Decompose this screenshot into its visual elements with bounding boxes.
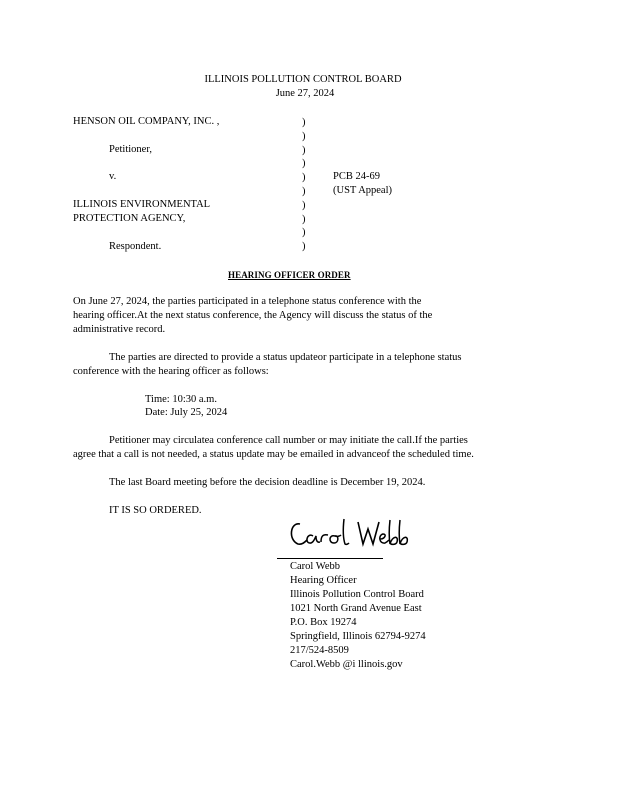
- hearing-date: Date: July 25, 2024: [145, 407, 228, 418]
- signer-city: Springfield, Illinois 62794-9274: [290, 631, 426, 642]
- petitioner-name: HENSON OIL COMPANY, INC. ,: [73, 116, 220, 127]
- versus: v.: [109, 171, 117, 182]
- so-ordered: IT IS SO ORDERED.: [109, 505, 202, 516]
- case-number: PCB 24-69: [333, 171, 380, 182]
- decision-deadline-paragraph: The last Board meeting before the decision deadline is December 19, 2024.: [109, 477, 426, 488]
- case-type: (UST Appeal): [333, 185, 393, 196]
- paragraph-3-line-2: agree that a call is not needed, a status update may be emailed in advanceof the scheduled time.: [73, 449, 474, 460]
- caption-parentheses: [302, 116, 306, 254]
- paragraph-1-line-2: hearing officer.At the next status conference, the Agency will discuss the status of the: [73, 310, 433, 321]
- paragraph-3-line-1: Petitioner may circulatea conference call number or may initiate the call.If the parties: [109, 435, 468, 446]
- paren: ): [302, 227, 306, 239]
- paren: ): [302, 241, 306, 253]
- paragraph-1-line-1: On June 27, 2024, the parties participated in a telephone status conference with the: [73, 296, 422, 307]
- respondent-role: Respondent.: [109, 241, 162, 252]
- petitioner-role: Petitioner,: [109, 144, 153, 155]
- paren: ): [302, 130, 306, 142]
- paragraph-1-line-3: administrative record.: [73, 324, 166, 335]
- paragraph-2-line-2: conference with the hearing officer as follows:: [73, 366, 269, 377]
- signer-phone: 217/524-8509: [290, 645, 349, 656]
- paren: ): [302, 144, 306, 156]
- signer-email[interactable]: Carol.Webb @i llinois.gov: [290, 659, 403, 670]
- handwritten-signature: [286, 514, 416, 554]
- paren: ): [302, 185, 306, 197]
- hearing-time: Time: 10:30 a.m.: [145, 394, 217, 405]
- order-title: HEARING OFFICER ORDER: [228, 270, 351, 280]
- paren: ): [302, 213, 306, 225]
- paren: ): [302, 199, 306, 211]
- respondent-name-line1: ILLINOIS ENVIRONMENTAL: [73, 199, 211, 210]
- signer-street: 1021 North Grand Avenue East: [290, 603, 422, 614]
- signer-title: Hearing Officer: [290, 575, 357, 586]
- signer-pobox: P.O. Box 19274: [290, 617, 357, 628]
- paren: ): [302, 158, 306, 170]
- signer-name: Carol Webb: [290, 561, 340, 572]
- agency-header: ILLINOIS POLLUTION CONTROL BOARD: [204, 74, 402, 85]
- paren: ): [302, 172, 306, 184]
- signature-line: [277, 558, 383, 559]
- paren: ): [302, 117, 306, 128]
- respondent-name-line2: PROTECTION AGENCY,: [73, 213, 186, 224]
- paragraph-2-line-1: The parties are directed to provide a status updateor participate in a telephone status: [109, 352, 462, 363]
- signer-organization: Illinois Pollution Control Board: [290, 589, 424, 600]
- order-date: June 27, 2024: [275, 88, 335, 99]
